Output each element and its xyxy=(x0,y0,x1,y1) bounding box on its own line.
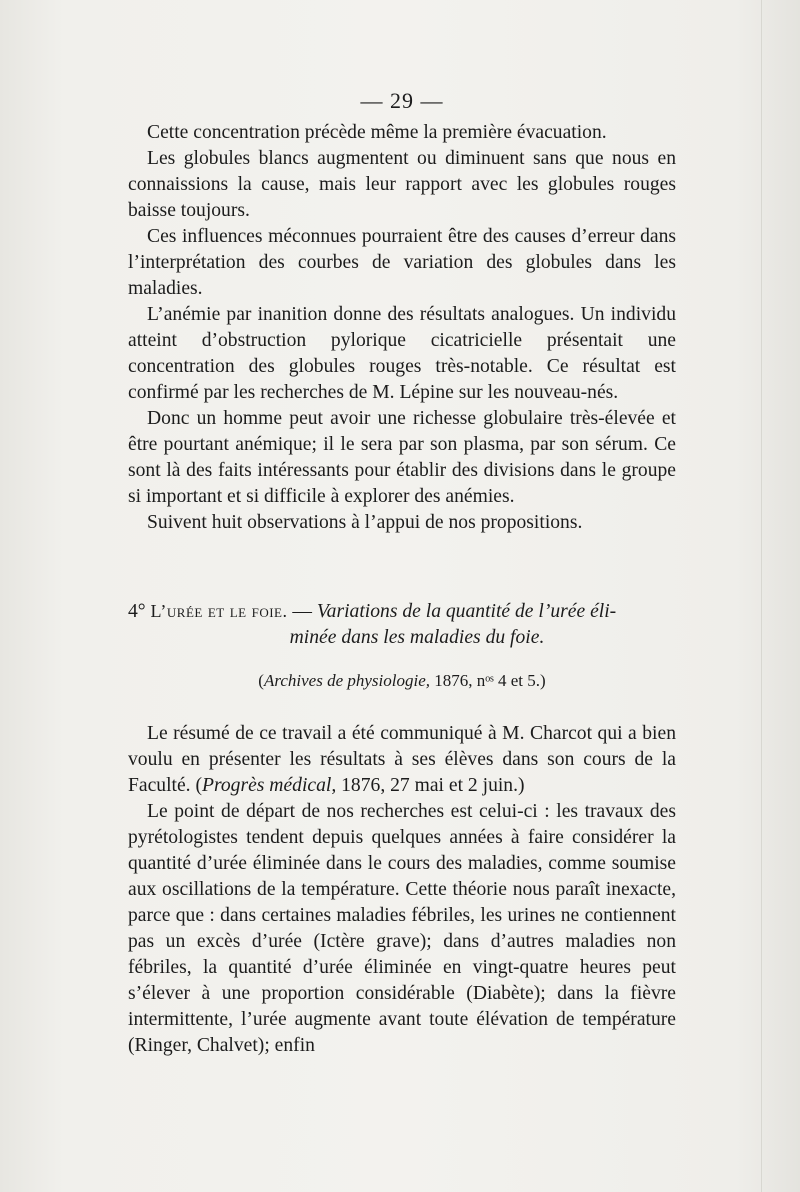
section-title-line1: Variations de la quantité de l’urée éli- xyxy=(316,601,617,622)
section-heading xyxy=(128,598,676,651)
paragraph-report xyxy=(128,721,676,799)
report-text-before: Le résumé de ce travail a été communiqué à M. Charcot qui a bien voulu en présenter les résultats à ses élèves dans son cours de la Faculté. ( xyxy=(128,723,676,796)
paragraph: Suivent huit observations à l’appui de nos propositions. xyxy=(147,512,583,533)
paragraph: Le point de départ de nos recherches est celui-ci : les travaux des pyrétologistes tendent depuis quelques années à faire considérer la quantité d’urée éliminée dans le cours des maladies, comme soumise aux oscillations de la température. Cette théorie nous paraît inexacte, parce que : dans certaines maladies fébriles, les urines ne contiennent pas un excès d’urée (Ictère grave); dans d’autres maladies non fébriles, la quantité d’urée éliminée en vingt-quatre heures peut s’élever à une proportion considérable (Diabète); dans la fièvre intermittente, l’urée augmente avant toute élévation de température (Ringer, Chalvet); enfin xyxy=(128,801,676,1056)
section-dash: — xyxy=(292,601,312,622)
report-journal: Progrès médical, xyxy=(202,775,337,796)
paragraph: Donc un homme peut avoir une richesse globulaire très-élevée et être pourtant anémique; il le sera par son plasma, par son sérum. Ce sont là des faits intéressants pour établir des divisions dans le groupe si important et si difficile à explorer des anémies. xyxy=(128,408,676,507)
reference-journal: Archives de physiologie, xyxy=(263,671,430,690)
section-number: 4° xyxy=(128,601,146,622)
page-content xyxy=(128,88,676,1059)
scan-edge-right xyxy=(761,0,762,1192)
report-text-after: 1876, 27 mai et 2 juin.) xyxy=(336,775,525,796)
reference-details: 1876, nᵒˢ 4 et 5.) xyxy=(434,671,546,690)
section-title-line2: minée dans les maladies du foie. xyxy=(289,627,545,648)
paragraph: Les globules blancs augmentent ou diminuent sans que nous en connaissions la cause, mais leur rapport avec les globules rouges baisse toujours. xyxy=(128,148,676,221)
reference-open: ( xyxy=(258,671,264,690)
paragraph: Ces influences méconnues pourraient être des causes d’erreur dans l’interprétation des courbes de variation des globules dans les maladies. xyxy=(128,226,676,299)
reference-citation xyxy=(128,671,676,691)
section-label: L’urée et le foie. xyxy=(150,601,288,621)
page-number: — 29 — xyxy=(360,88,444,113)
paragraph: L’anémie par inanition donne des résultats analogues. Un individu atteint d’obstruction pylorique cicatricielle présentait une concentration des globules rouges très-notable. Ce résultat est confirmé par les recherches de M. Lépine sur les nouveau-nés. xyxy=(128,304,676,403)
paragraph: Cette concentration précède même la première évacuation. xyxy=(147,122,607,143)
